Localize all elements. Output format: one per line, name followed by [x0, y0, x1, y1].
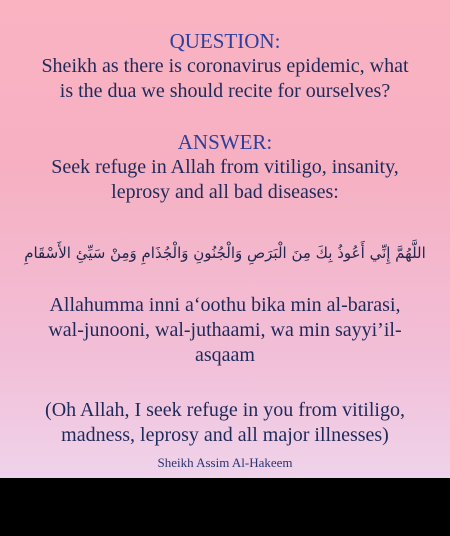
- transliteration-section: [8, 293, 442, 368]
- transliteration-line-1: Allahumma inni a‘oothu bika min al-barasi,: [49, 294, 401, 316]
- dua-arabic-text: اللَّهُمَّ إِنِّي أَعُوذُ بِكَ مِنَ الْبَرَصِ وَالْجُنُونِ وَالْجُذَامِ وَمِنْ سَيِّئِ الأَسْقَامِ: [24, 244, 426, 262]
- translation-line-2: madness, leprosy and all major illnesses): [61, 424, 389, 446]
- answer-line-1: Seek refuge in Allah from vitiligo, insanity,: [51, 156, 399, 178]
- question-line-1: Sheikh as there is coronavirus epidemic, what: [41, 55, 409, 77]
- question-line-2: is the dua we should recite for ourselves?: [59, 80, 391, 102]
- translation-section: [8, 398, 442, 448]
- answer-heading: ANSWER:: [177, 130, 273, 154]
- question-heading: QUESTION:: [169, 29, 281, 53]
- answer-line-2: leprosy and all bad diseases:: [111, 181, 339, 203]
- translation-line-1: (Oh Allah, I seek refuge in you from vitiligo,: [45, 399, 405, 421]
- transliteration-line-2: wal-junooni, wal-juthaami, wa min sayyi’il-: [48, 319, 402, 341]
- signature: Sheikh Assim Al-Hakeem: [157, 455, 293, 470]
- transliteration-line-3: asqaam: [195, 344, 255, 366]
- answer-section: [8, 130, 442, 205]
- question-section: [8, 29, 442, 104]
